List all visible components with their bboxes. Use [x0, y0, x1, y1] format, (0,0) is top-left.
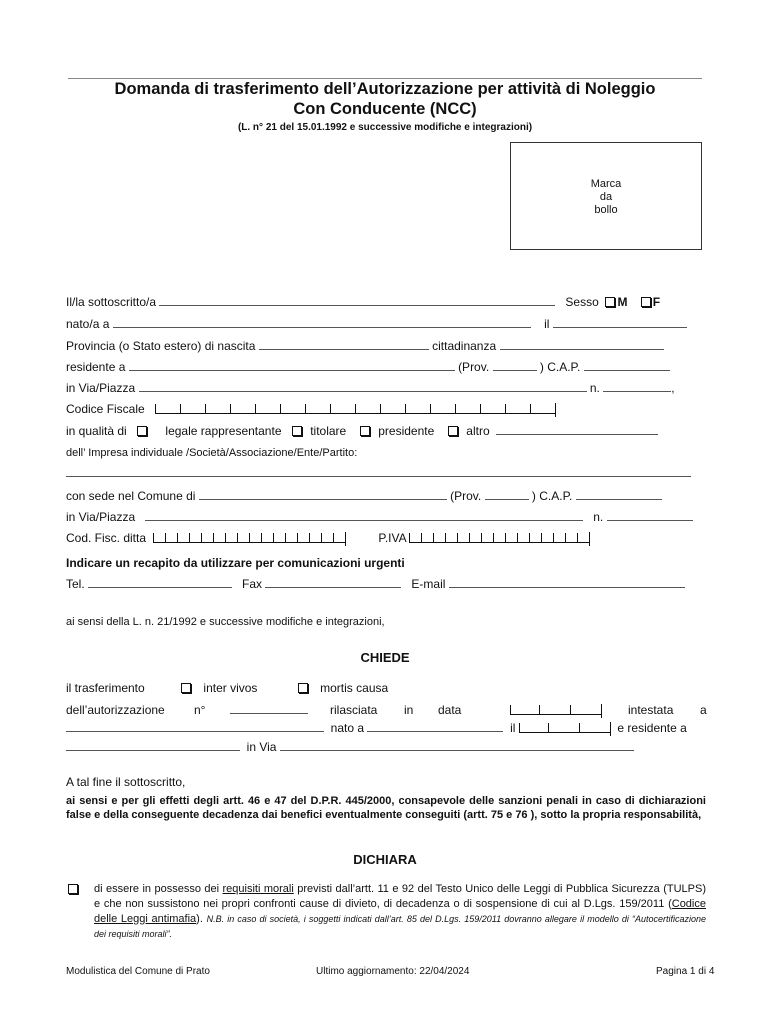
tel-field[interactable]: [88, 577, 232, 588]
row-provincia: Provincia (o Stato estero) di nascita cittadinanza: [66, 339, 664, 353]
footer-center: Ultimo aggiornamento: 22/04/2024: [316, 966, 470, 977]
requisiti-note: N.B. in caso di società, i soggetti indicati dall’art. 85 del D.Lgs. 159/2011 dovranno allegare il modello di “Autocertificazione dei requisiti morali”.: [94, 914, 707, 939]
declaration-intro: A tal fine il sottoscritto,: [66, 775, 186, 789]
requisiti-paragraph: di essere in possesso dei requisiti morali previsti dall’artt. 11 e 92 del Testo Unico delle Leggi di Pubblica Sicurezza (TULPS) e che non sussistono nei propri confronti cause di divieto, di decadenza o di sospensione di cui al D.Lgs. 159/2011 (Codice delle Leggi antimafia). N.B. in caso di società, i soggetti indicati dall’art. 85 del D.Lgs. 159/2011 dovranno allegare il modello di “Autocertificazione dei requisiti morali”.: [94, 883, 707, 939]
holder-name-field[interactable]: [66, 721, 324, 732]
row-residente: residente a (Prov. ) C.A.P.: [66, 360, 670, 374]
row-sede: con sede nel Comune di (Prov. ) C.A.P.: [66, 489, 662, 503]
email-field[interactable]: [449, 577, 685, 588]
revenue-stamp-box: [510, 142, 702, 250]
birthplace-field[interactable]: [113, 317, 531, 328]
titolare-checkbox[interactable]: [292, 426, 302, 436]
row-autorizzazione-label: dell’autorizzazione: [66, 703, 165, 717]
name-field[interactable]: [159, 295, 555, 306]
sede-cap-field[interactable]: [576, 489, 662, 500]
sede-prov-field[interactable]: [485, 489, 529, 500]
sede-address-field[interactable]: [145, 510, 583, 521]
inter-vivos-checkbox[interactable]: [181, 683, 191, 693]
page-title-line1: Domanda di trasferimento dell’Autorizzazione per attività di Noleggio: [114, 80, 656, 98]
autorizzazione-number-field[interactable]: [230, 703, 308, 714]
intestata-label: intestata: [628, 703, 674, 717]
presidente-checkbox[interactable]: [360, 426, 370, 436]
holder-birthplace-field[interactable]: [367, 721, 503, 732]
sex-m-checkbox[interactable]: [605, 297, 615, 307]
piva-boxes[interactable]: [409, 532, 590, 546]
chiede-heading: CHIEDE: [360, 650, 410, 665]
rilasciata-label: rilasciata: [330, 703, 378, 717]
row-intestatario: nato a il e residente a: [66, 721, 687, 736]
sede-comune-field[interactable]: [199, 489, 447, 500]
legale-checkbox[interactable]: [137, 426, 147, 436]
altro-checkbox[interactable]: [448, 426, 458, 436]
row-qualita: in qualità di legale rappresentante titolare presidente altro: [66, 424, 658, 438]
recapito-heading: Indicare un recapito da utilizzare per comunicazioni urgenti: [66, 556, 405, 570]
footer-right: Pagina 1 di 4: [656, 966, 715, 977]
residence-field[interactable]: [129, 360, 455, 371]
release-date-boxes[interactable]: [510, 703, 602, 718]
requisiti-checkbox[interactable]: [68, 884, 78, 894]
address-field[interactable]: [139, 381, 587, 392]
dichiara-heading: DICHIARA: [353, 852, 417, 867]
in-label: in: [404, 703, 414, 717]
holder-birthdate-boxes[interactable]: [519, 722, 611, 736]
row-holder-address: in Via: [66, 740, 634, 754]
cf-ditta-boxes[interactable]: [153, 532, 346, 546]
altro-field[interactable]: [496, 424, 658, 435]
row-cod-fisc-ditta: Cod. Fisc. ditta P.IVA: [66, 531, 590, 546]
holder-residence-field[interactable]: [66, 740, 240, 751]
header-rule: [68, 78, 702, 79]
row-sottoscritto: Il/la sottoscritto/a Sesso M F: [66, 295, 661, 309]
sex-f-checkbox[interactable]: [641, 297, 651, 307]
birthdate-field[interactable]: [553, 317, 687, 328]
declaration-text: ai sensi e per gli effetti degli artt. 46 e 47 del D.P.R. 445/2000, consapevole delle sanzioni penali in caso di dichiarazioni false e della conseguente decadenza dai benefici eventualmente conseguiti (artt. 75 e 76 ), sotto la propria responsabilità,: [66, 795, 706, 821]
page-title-line2: Con Conducente (NCC): [293, 100, 477, 118]
data-label: data: [438, 703, 462, 717]
autorizzazione-n-label: n°: [194, 703, 206, 717]
holder-address-field[interactable]: [280, 740, 634, 751]
birth-province-field[interactable]: [259, 339, 429, 350]
codice-fiscale-boxes[interactable]: [155, 403, 556, 417]
page-subtitle: (L. n° 21 del 15.01.1992 e successive modifiche e integrazioni): [237, 122, 533, 133]
row-codice-fiscale: Codice Fiscale: [66, 402, 556, 417]
residence-cap-field[interactable]: [584, 360, 670, 371]
mortis-causa-checkbox[interactable]: [298, 683, 308, 693]
citizenship-field[interactable]: [500, 339, 664, 350]
row-nato: nato/a a il: [66, 317, 687, 331]
impresa-label: dell’ Impresa individuale /Società/Associazione/Ente/Partito:: [66, 447, 358, 459]
row-sede-via: in Via/Piazza n.: [66, 510, 693, 524]
stamp-label: Marca da bollo: [590, 178, 622, 216]
intestata-a-label: a: [700, 703, 707, 717]
codice-antimafia-link[interactable]: Codice delle Leggi antimafia: [94, 898, 706, 925]
row-trasferimento: il trasferimento inter vivos mortis causa: [66, 681, 389, 695]
fax-field[interactable]: [265, 577, 401, 588]
row-contacts: Tel. Fax E-mail: [66, 577, 685, 591]
sede-number-field[interactable]: [607, 510, 693, 521]
address-number-field[interactable]: [603, 381, 671, 392]
requisiti-morali-link[interactable]: requisiti morali: [222, 883, 294, 895]
residence-prov-field[interactable]: [493, 360, 537, 371]
row-via: in Via/Piazza n. ,: [66, 381, 675, 395]
footer-left: Modulistica del Comune di Prato: [66, 966, 210, 977]
impresa-field[interactable]: [66, 476, 691, 477]
ai-sensi-text: ai sensi della L. n. 21/1992 e successive modifiche e integrazioni,: [66, 616, 385, 628]
